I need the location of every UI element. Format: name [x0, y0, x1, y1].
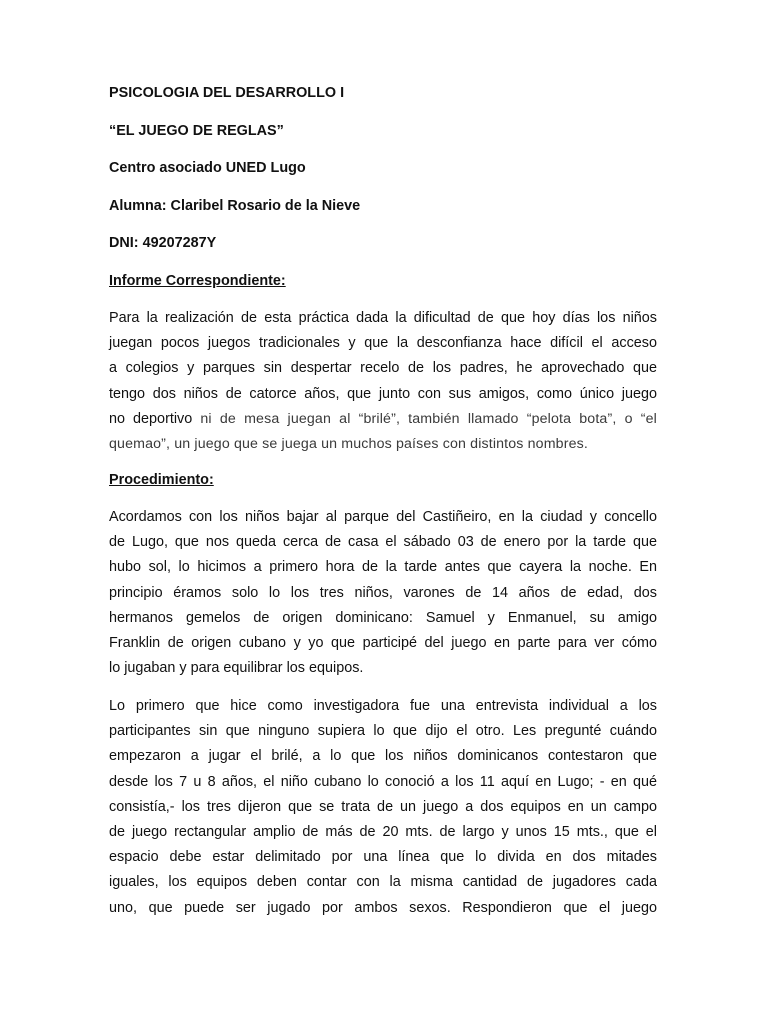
study-center: Centro asociado UNED Lugo	[109, 160, 306, 176]
paragraph-line: a colegios y parques sin despertar recelo de los padres, he aprovechado que	[109, 360, 657, 377]
paragraph-line: de juego rectangular amplio de más de 20 mts. de largo y unos 15 mts., que el	[109, 823, 657, 840]
course-title: PSICOLOGIA DEL DESARROLLO I	[109, 85, 345, 101]
paragraph-line: de Lugo, que nos queda cerca de casa el sábado 03 de enero por la tarde que	[109, 534, 657, 551]
paragraph-line-mixed	[109, 407, 657, 432]
line-segment: no deportivo	[109, 410, 193, 427]
paragraph-line: Acordamos con los niños bajar al parque del Castiñeiro, en la ciudad y concello	[109, 509, 657, 525]
paragraph-line: iguales, los equipos deben contar con la misma cantidad de jugadores cada	[109, 874, 657, 891]
paragraph-line: principio éramos solo lo los tres niños, varones de 14 años de edad, dos	[109, 584, 657, 601]
paragraph-line: hubo sol, lo hicimos a primero hora de la tarde antes que cayera la noche. En	[109, 559, 657, 576]
paragraph-intro	[109, 306, 657, 457]
line-segment-alt-font: ni de mesa juegan al “brilé”, también llamado “pelota bota”, o “el	[192, 410, 657, 427]
paragraph-line: uno, que puede ser jugado por ambos sexos. Respondieron que el juego	[109, 899, 657, 916]
student-dni: DNI: 49207287Y	[109, 235, 217, 251]
paragraph-line: participantes sin que ninguno supiera lo que dijo el otro. Les pregunté cuándo	[109, 723, 657, 740]
document-title: “EL JUEGO DE REGLAS”	[109, 123, 284, 139]
paragraph-line: tengo dos niños de catorce años, que junto con sus amigos, como único juego	[109, 385, 657, 402]
paragraph-line-alt-font: quemao”, un juego que se juega un muchos países con distintos nombres.	[109, 435, 588, 452]
paragraph-line: hermanos gemelos de origen dominicano: Samuel y Enmanuel, su amigo	[109, 609, 657, 626]
paragraph-line: desde los 7 u 8 años, el niño cubano lo conoció a los 11 aquí en Lugo; - en qué	[109, 773, 657, 790]
paragraph-line: lo jugaban y para equilibrar los equipos.	[109, 660, 364, 677]
paragraph-procedure	[109, 505, 657, 681]
paragraph-line: espacio debe estar delimitado por una línea que lo divida en dos mitades	[109, 849, 657, 866]
paragraph-line: juegan pocos juegos tradicionales y que la desconfianza hace difícil el acceso	[109, 335, 657, 352]
procedimiento-heading: Procedimiento:	[109, 472, 214, 488]
paragraph-line: Lo primero que hice como investigadora fue una entrevista individual a los	[109, 698, 657, 714]
paragraph-interview	[109, 694, 657, 921]
paragraph-line: consistía,- los tres dijeron que se trata de un juego a dos equipos en un campo	[109, 798, 657, 815]
informe-heading: Informe Correspondiente:	[109, 273, 286, 289]
paragraph-line: empezaron a jugar el brilé, a lo que los niños dominicanos contestaron que	[109, 748, 657, 765]
student-name: Alumna: Claribel Rosario de la Nieve	[109, 198, 361, 214]
paragraph-line: Para la realización de esta práctica dada la dificultad de que hoy días los niños	[109, 310, 657, 326]
paragraph-line: Franklin de origen cubano y yo que participé del juego en parte para ver cómo	[109, 634, 657, 651]
